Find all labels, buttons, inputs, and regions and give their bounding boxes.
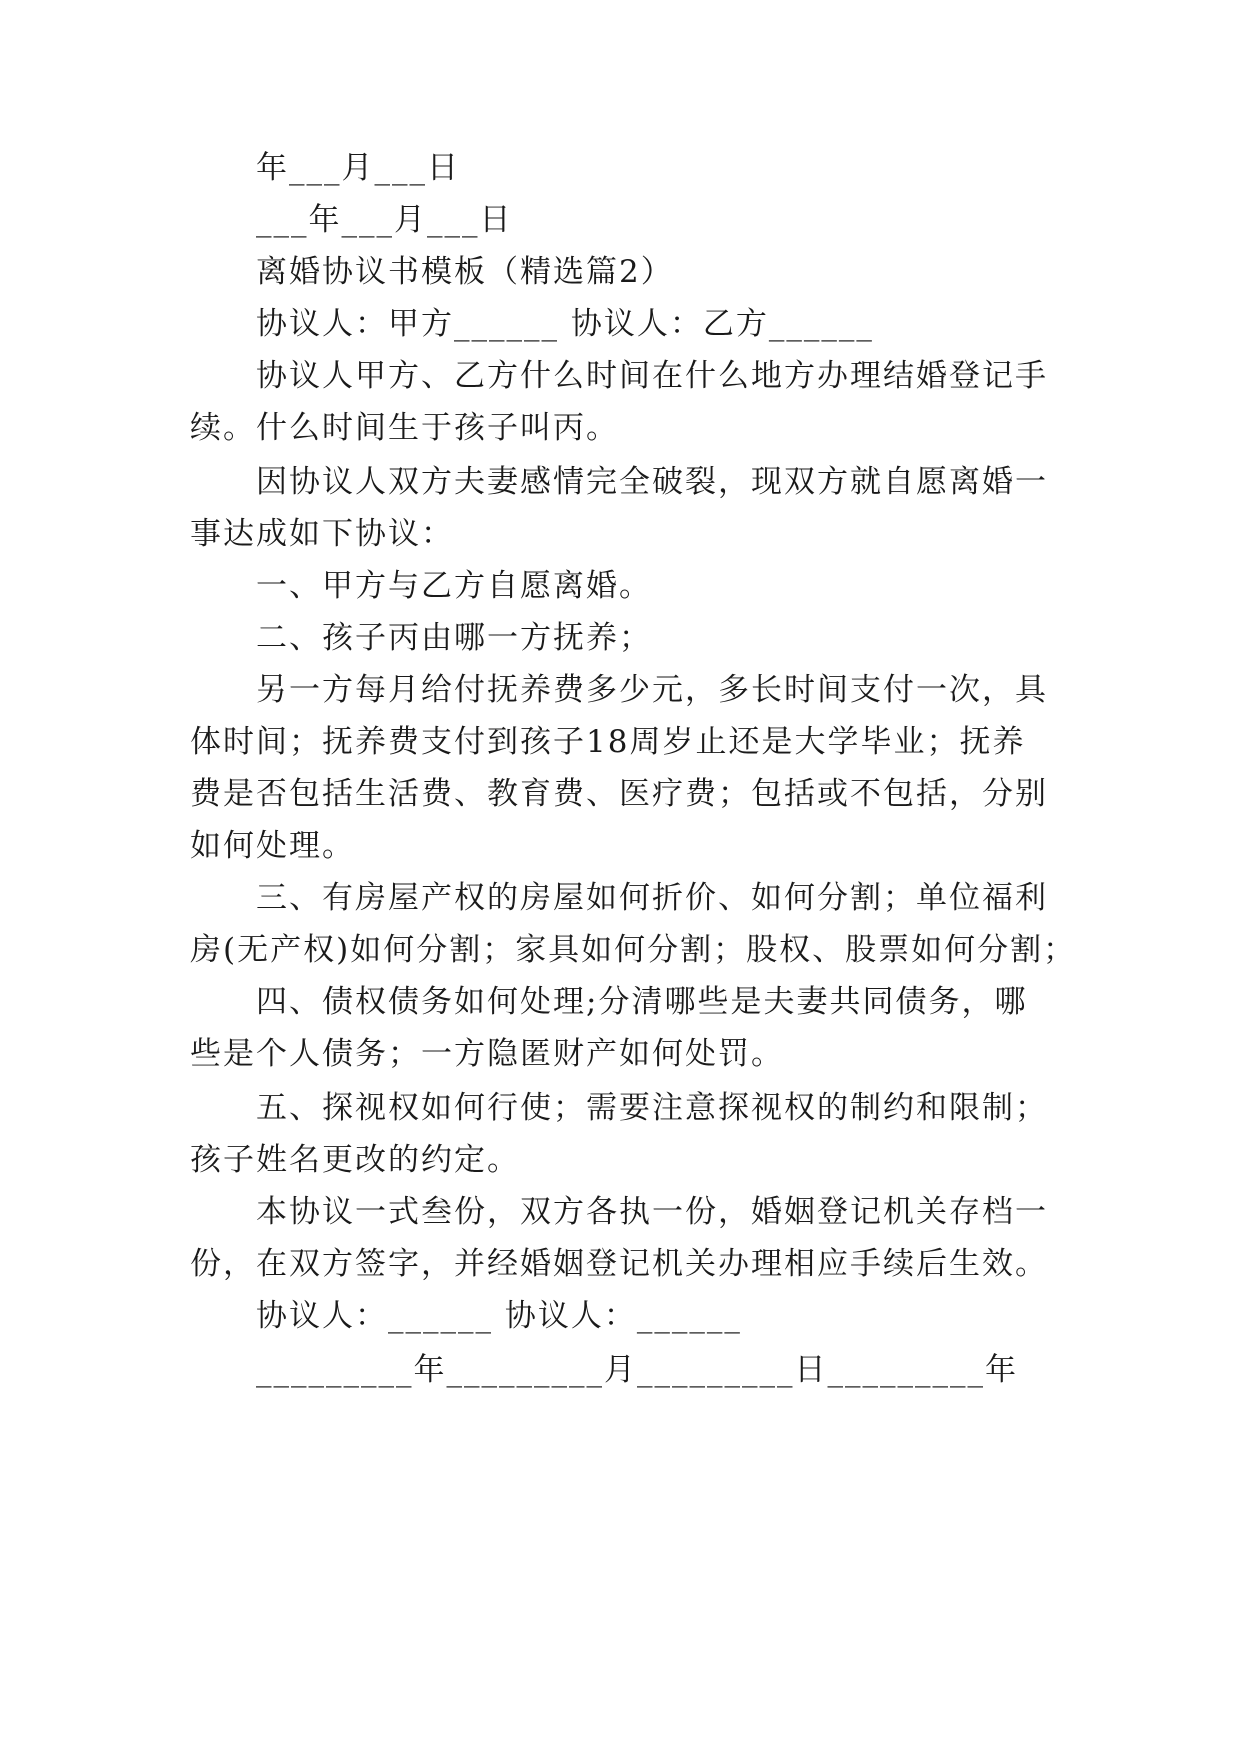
paragraph-line: 房(无产权)如何分割；家具如何分割；股权、股票如何分割； [190,932,1077,968]
clause-1: 一、甲方与乙方自愿离婚。 [256,568,652,604]
parties-line: 协议人：甲方______ 协议人：乙方______ [256,306,874,342]
paragraph-line: 费是否包括生活费、教育费、医疗费；包括或不包括，分别 [190,776,1048,812]
paragraph-line: 协议人甲方、乙方什么时间在什么地方办理结婚登记手 [256,358,1048,394]
clause-4: 四、债权债务如何处理;分清哪些是夫妻共同债务，哪 [256,984,1028,1020]
date-line-1: 年___月___日 [256,150,460,186]
paragraph-line: 些是个人债务；一方隐匿财产如何处罚。 [190,1036,784,1072]
paragraph-line: 续。什么时间生于孩子叫丙。 [190,410,619,446]
paragraph-line: 另一方每月给付抚养费多少元，多长时间支付一次，具 [256,672,1048,708]
paragraph-line: 孩子姓名更改的约定。 [190,1142,520,1178]
clause-5: 五、探视权如何行使；需要注意探视权的制约和限制； [256,1090,1048,1126]
paragraph-line: 体时间；抚养费支付到孩子18周岁止还是大学毕业；抚养 [190,724,1026,760]
paragraph-line: 因协议人双方夫妻感情完全破裂，现双方就自愿离婚一 [256,464,1048,500]
paragraph-line: 本协议一式叁份，双方各执一份，婚姻登记机关存档一 [256,1194,1048,1230]
paragraph-line: 事达成如下协议： [190,516,454,552]
paragraph-line: 份，在双方签字，并经婚姻登记机关办理相应手续后生效。 [190,1246,1048,1282]
section-title: 离婚协议书模板（精选篇2） [256,254,674,290]
signature-line: 协议人：______ 协议人：______ [256,1298,742,1334]
date-line-2: ___年___月___日 [256,202,513,238]
clause-3: 三、有房屋产权的房屋如何折价、如何分割；单位福利 [256,880,1048,916]
date-line-3: _________年_________月_________日_________年 [256,1352,1018,1388]
clause-2: 二、孩子丙由哪一方抚养； [256,620,652,656]
paragraph-line: 如何处理。 [190,828,355,864]
